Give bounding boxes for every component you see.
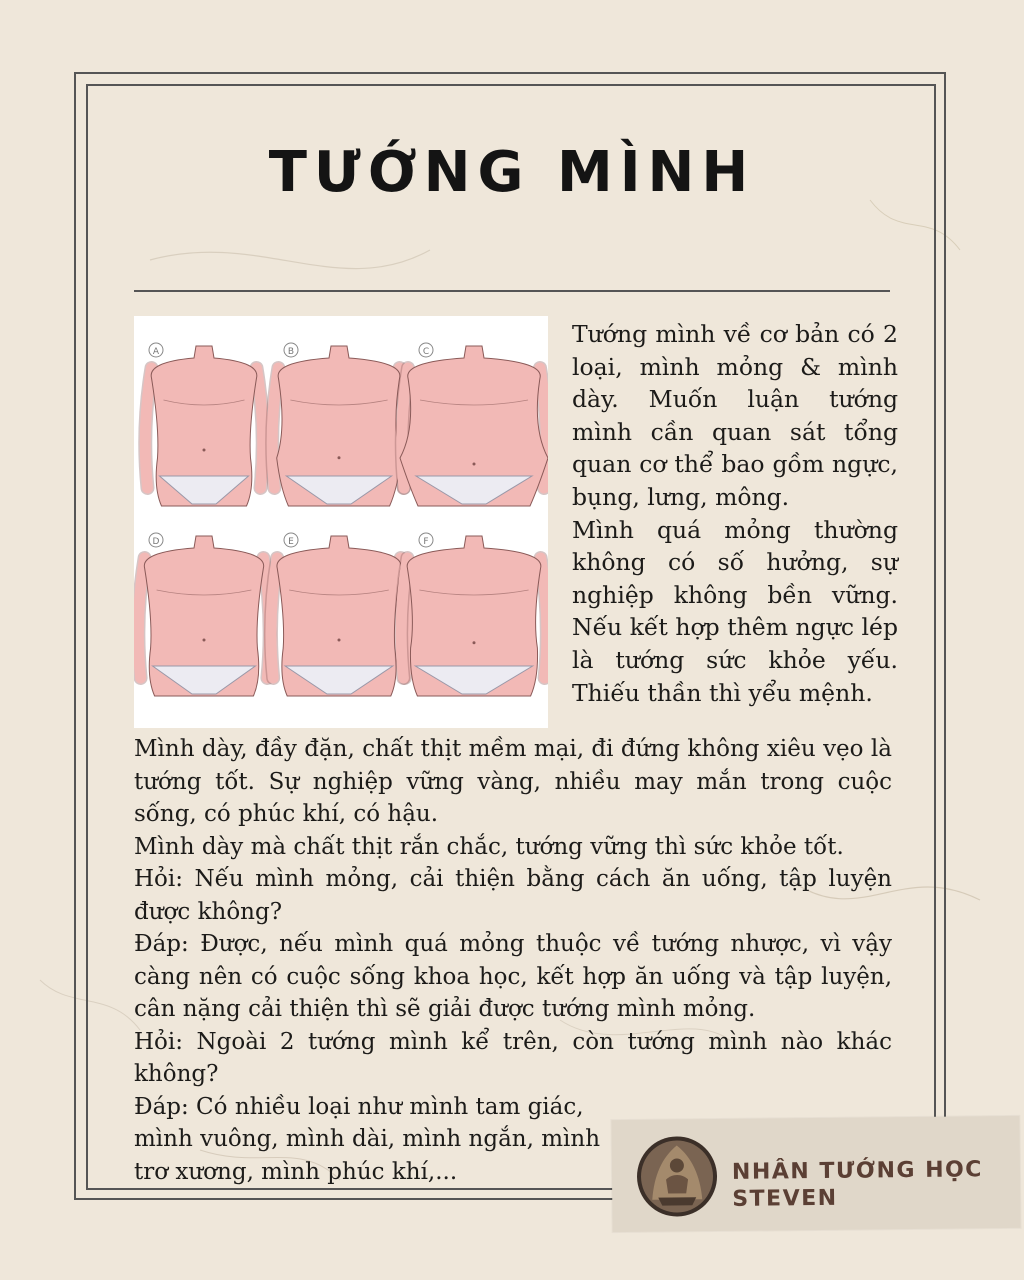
- intro-paragraph-1: Tướng mình về cơ bản có 2 loại, mình mỏng & mình dày. Muốn luận tướng mình cần quan sát tổng quan cơ thể bao gồm ngực, bụng, lưng, mông.: [572, 320, 898, 511]
- title-divider: [134, 290, 890, 292]
- svg-text:B: B: [287, 347, 295, 357]
- answer-2: Đáp: Có nhiều loại như mình tam giác, mình vuông, mình dài, mình ngắn, mình trơ xương, mình phúc khí,...: [134, 1093, 601, 1185]
- svg-text:D: D: [152, 537, 160, 547]
- svg-text:C: C: [422, 347, 430, 357]
- brand-name-line2: STEVEN: [732, 1185, 838, 1212]
- svg-text:A: A: [152, 347, 160, 357]
- body-paragraph-2: Mình dày mà chất thịt rắn chắc, tướng vững thì sức khỏe tốt.: [134, 833, 844, 860]
- page-title: TƯỚNG MÌNH: [268, 140, 756, 205]
- torso-figure-d: [138, 533, 269, 696]
- statue-logo-icon: [636, 1135, 719, 1218]
- torso-figure-a: [145, 343, 263, 506]
- body-types-illustration: [134, 316, 548, 728]
- svg-text:E: E: [288, 537, 294, 547]
- question-2: Hỏi: Ngoài 2 tướng mình kể trên, còn tướng mình nào khác không?: [134, 1028, 892, 1087]
- intro-text: [572, 318, 898, 709]
- answer-1: Đáp: Được, nếu mình quá mỏng thuộc về tướng nhược, vì vậy càng nên có cuộc sống khoa học, kết hợp ăn uống và tập luyện, cân nặng cải thiện thì sẽ giải được tướng mình mỏng.: [134, 931, 892, 1022]
- intro-paragraph-2: Mình quá mỏng thường không có số hưởng, sự nghiệp không bền vững. Nếu kết hợp thêm ngực lép là tướng sức khỏe yếu. Thiếu thần thì yểu mệnh.: [572, 515, 898, 707]
- torso-figure-e: [271, 533, 407, 696]
- torso-figure-c: [400, 343, 548, 506]
- torso-figure-b: [272, 343, 406, 506]
- brand-badge: [611, 1116, 1020, 1232]
- torso-figure-f: [401, 533, 547, 696]
- question-1: Hỏi: Nếu mình mỏng, cải thiện bằng cách ăn uống, tập luyện được không?: [134, 866, 892, 925]
- svg-text:F: F: [423, 537, 429, 547]
- brand-name: [732, 1156, 1013, 1213]
- body-types-figure-grid: [134, 316, 548, 728]
- body-paragraph-1: Mình dày, đầy đặn, chất thịt mềm mại, đi đứng không xiêu vẹo là tướng tốt. Sự nghiệp vững vàng, nhiều may mắn trong cuộc sống, có phúc khí, có hậu.: [134, 736, 892, 827]
- brand-name-line1: NHÂN TƯỚNG HỌC: [731, 1157, 984, 1185]
